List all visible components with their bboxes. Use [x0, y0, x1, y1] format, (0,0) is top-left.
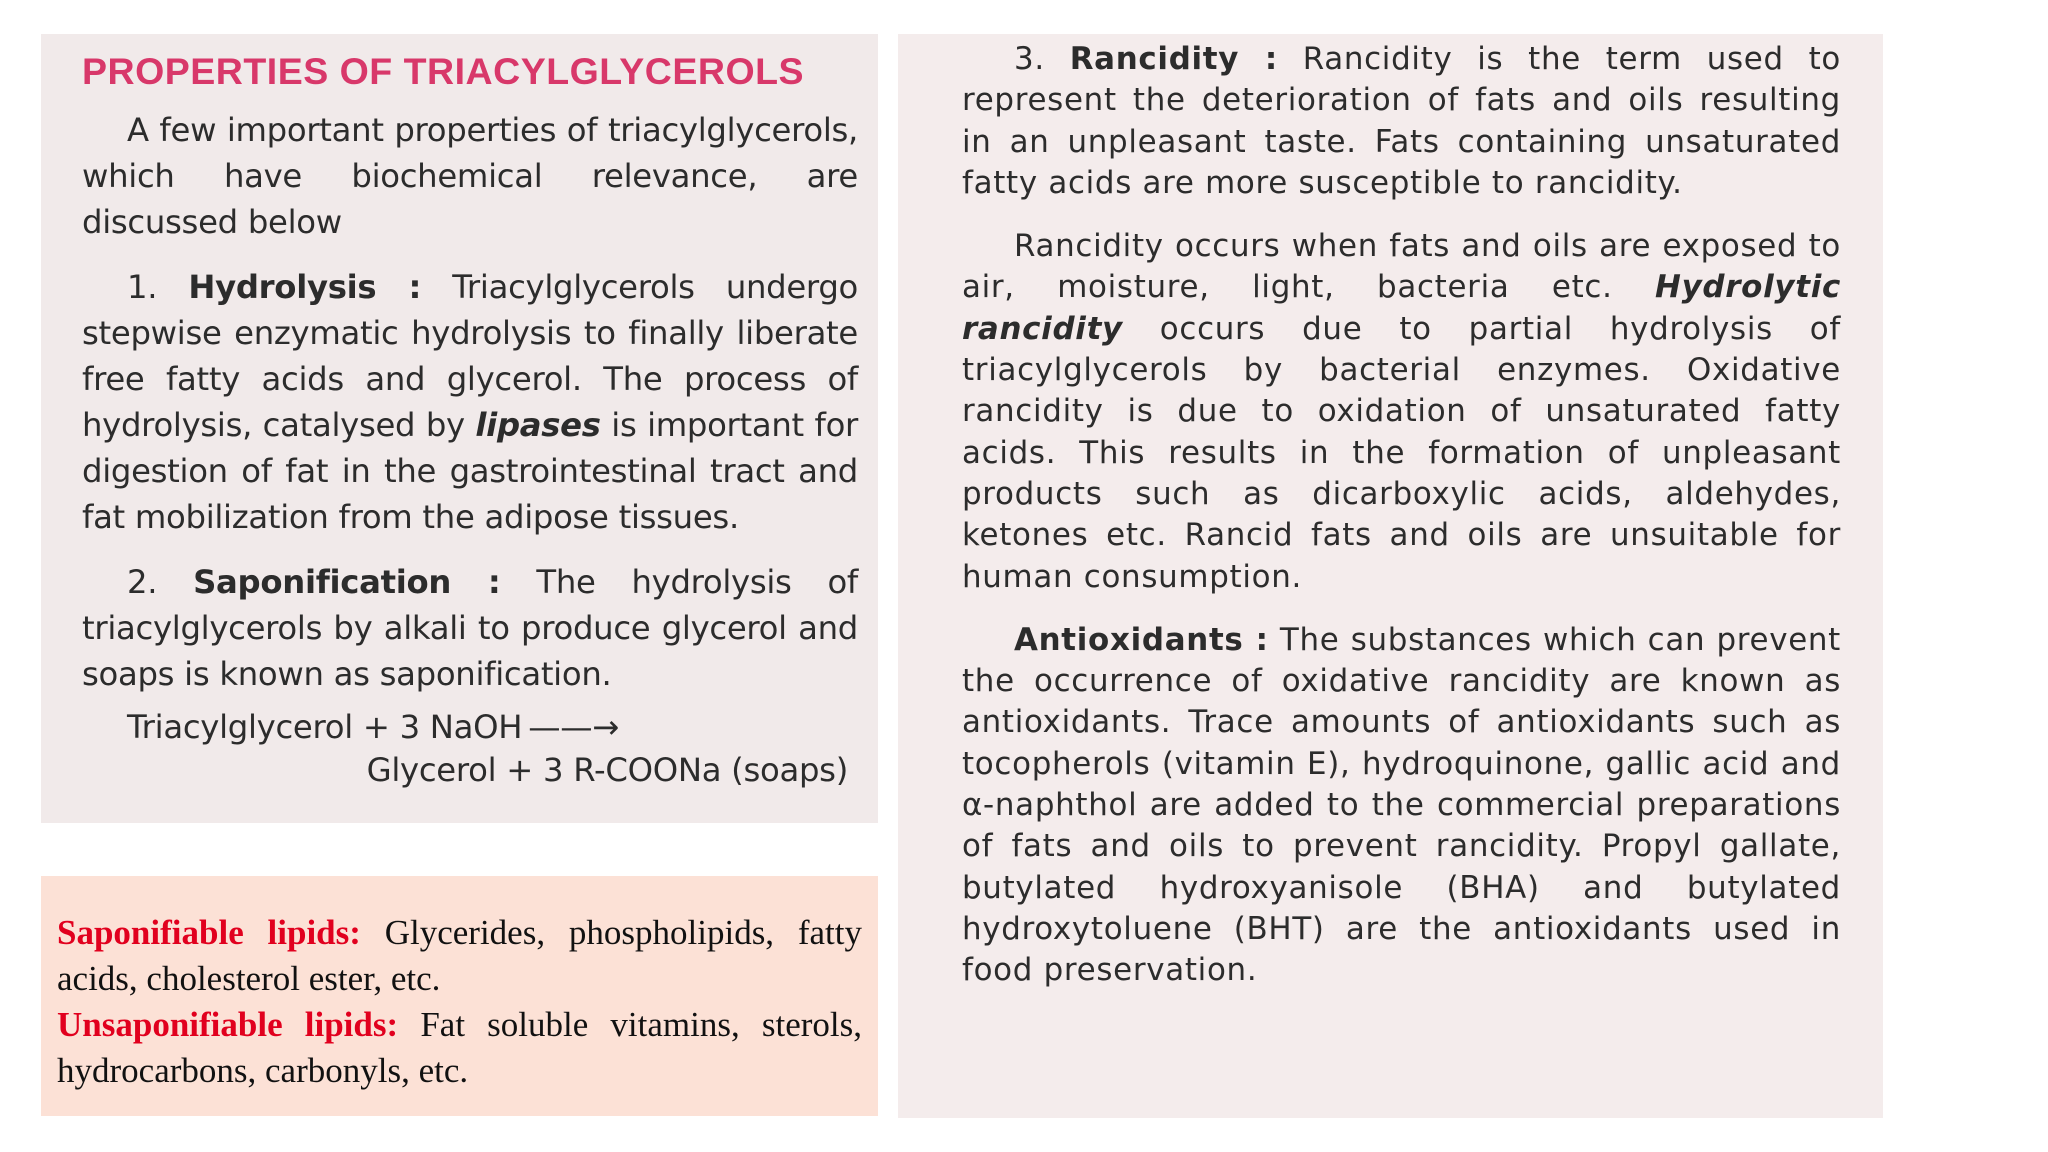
item-number: 1. [127, 268, 158, 306]
saponification-paragraph [82, 559, 858, 697]
intro-paragraph [82, 107, 858, 245]
hydrolysis-text-b: is important for digestion of fat in the gastrointestinal tract and fat mobilization from the adipose tissues. [82, 406, 859, 536]
saponification-equation [82, 706, 858, 792]
lipases-emphasis: lipases [475, 406, 601, 444]
item-number: 2. [127, 563, 158, 601]
rancidity-causes-text-b: occurs due to partial hydrolysis of triacylglycerols by bacterial enzymes. Oxidative rancidity is due to oxidation of unsaturated fatty acids. This results in the formation of unpleasant products such as dicarboxylic acids, aldehydes, ketones etc. Rancid fats and oils are unsuitable for human consumption. [962, 310, 1841, 595]
rancidity-paragraph [962, 39, 1841, 204]
hydrolytic-rancidity-emphasis: Hydrolytic rancidity [962, 269, 1841, 347]
antioxidants-paragraph [962, 620, 1841, 992]
hydrolysis-paragraph [82, 264, 858, 540]
reaction-arrow-icon: ——→ [528, 708, 620, 746]
section-heading: PROPERTIES OF TRIACYLGLYCEROLS [82, 50, 805, 92]
unsaponifiable-label: Unsaponifiable lipids: [57, 1005, 399, 1044]
hydrolysis-term: Hydrolysis : [188, 268, 422, 306]
rancidity-text: Rancidity is the term used to represent the deterioration of fats and oils resulting in an unpleasant taste. Fats containing unsaturated fatty acids are more susceptible to rancidity. [962, 41, 1841, 201]
saponification-term: Saponification : [193, 563, 501, 601]
antioxidants-term: Antioxidants : [1014, 621, 1269, 658]
saponifiable-label: Saponifiable lipids: [57, 913, 361, 952]
textbook-excerpt-right [898, 34, 1883, 1118]
saponification-text: The hydrolysis of triacylglycerols by alkali to produce glycerol and soaps is known as saponification. [82, 563, 858, 693]
equation-reactants: Triacylglycerol + 3 NaOH [127, 708, 523, 746]
equation-products: Glycerol + 3 R-COONa (soaps) [366, 751, 848, 789]
intro-text: A few important properties of triacylglycerols, which have biochemical relevance, are discussed below [82, 111, 858, 241]
rancidity-causes-text-a: Rancidity occurs when fats and oils are exposed to air, moisture, light, bacteria etc. [962, 228, 1841, 306]
textbook-excerpt-left [41, 34, 878, 823]
item-number: 3. [1014, 41, 1045, 77]
saponifiable-lipids-line [57, 910, 862, 1002]
saponifiable-text: Glycerides, phospholipids, fatty acids, cholesterol ester, etc. [57, 913, 863, 998]
rancidity-term: Rancidity : [1069, 41, 1278, 77]
rancidity-causes-paragraph [962, 226, 1841, 598]
hydrolysis-text-a: Triacylglycerols undergo stepwise enzymatic hydrolysis to finally liberate free fatty acids and glycerol. The process of hydrolysis, catalysed by [82, 268, 858, 444]
unsaponifiable-lipids-line [57, 1002, 862, 1094]
antioxidants-text: The substances which can prevent the occurrence of oxidative rancidity are known as antioxidants. Trace amounts of antioxidants such as tocopherols (vitamin E), hydroquinone, gallic acid and α-naphthol are added to the commercial preparations of fats and oils to prevent rancidity. Propyl gallate, butylated hydroxyanisole (BHA) and butylated hydroxytoluene (BHT) are the antioxidants used in food preservation. [962, 621, 1841, 989]
lipid-classification-note [41, 876, 878, 1116]
unsaponifiable-text: Fat soluble vitamins, sterols, hydrocarbons, carbonyls, etc. [57, 1005, 863, 1090]
